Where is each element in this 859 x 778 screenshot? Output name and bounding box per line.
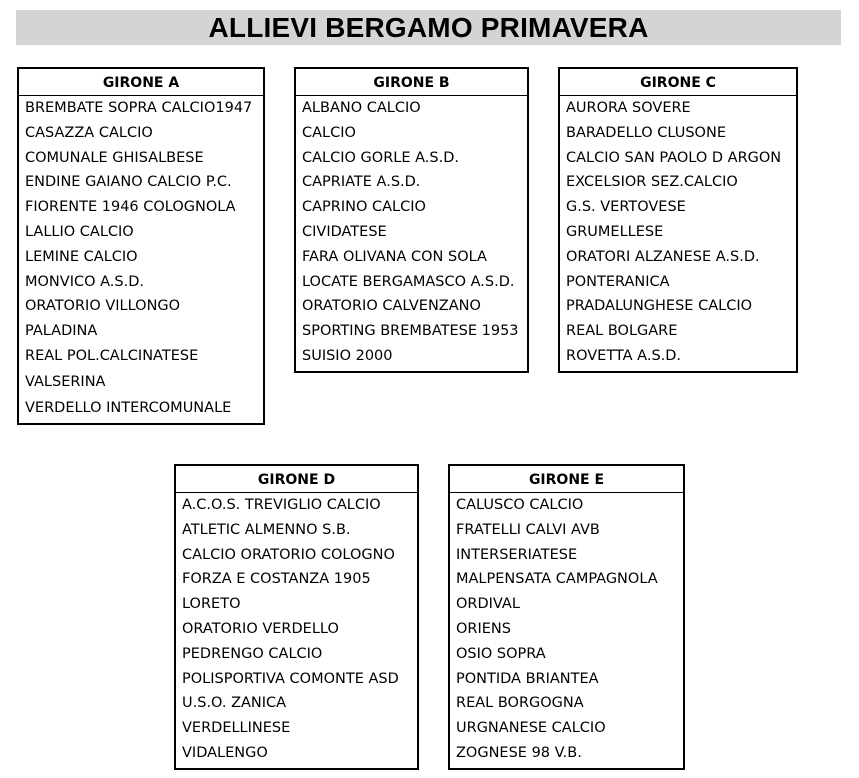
group-header: GIRONE E [450, 466, 683, 493]
page-title: ALLIEVI BERGAMO PRIMAVERA [16, 10, 841, 45]
team-row: CALCIO SAN PAOLO D ARGON [566, 149, 782, 166]
group-girone-c [558, 67, 798, 373]
team-row: LEMINE CALCIO [25, 248, 138, 265]
team-row: GRUMELLESE [566, 223, 664, 240]
team-row: CALCIO [302, 124, 356, 141]
team-row: LALLIO CALCIO [25, 223, 134, 240]
team-row: G.S. VERTOVESE [566, 199, 686, 216]
team-row: U.S.O. ZANICA [182, 695, 287, 712]
team-row: CALCIO ORATORIO COLOGNO [182, 546, 395, 563]
team-row: REAL POL.CALCINATESE [25, 347, 199, 364]
team-row: ENDINE GAIANO CALCIO P.C. [25, 174, 232, 191]
team-row: ALBANO CALCIO [302, 100, 421, 116]
team-row: VERDELLO INTERCOMUNALE [25, 400, 232, 417]
team-row: COMUNALE GHISALBESE [25, 149, 204, 166]
team-row: SPORTING BREMBATESE 1953 [302, 323, 519, 340]
team-row: CALUSCO CALCIO [456, 497, 584, 513]
group-girone-b [294, 67, 529, 373]
team-row: VERDELLINESE [182, 720, 291, 737]
team-row: VIDALENGO [182, 744, 268, 761]
team-row: ORATORIO CALVENZANO [302, 298, 481, 315]
team-row: MALPENSATA CAMPAGNOLA [456, 571, 658, 588]
team-row: LORETO [182, 596, 241, 613]
group-girone-a [17, 67, 265, 425]
team-row: ORATORI ALZANESE A.S.D. [566, 248, 760, 265]
team-row: PEDRENGO CALCIO [182, 645, 323, 662]
group-girone-e [448, 464, 685, 770]
group-header: GIRONE D [176, 466, 417, 493]
team-row: ORATORIO VERDELLO [182, 620, 339, 637]
team-row: BREMBATE SOPRA CALCIO1947 [25, 100, 253, 116]
team-row: MONVICO A.S.D. [25, 273, 144, 290]
team-row: SUISIO 2000 [302, 347, 393, 364]
team-row: POLISPORTIVA COMONTE ASD [182, 670, 399, 687]
team-row: FARA OLIVANA CON SOLA [302, 248, 487, 265]
team-row: ORATORIO VILLONGO [25, 298, 181, 315]
team-row: CALCIO GORLE A.S.D. [302, 149, 459, 166]
team-row: CAPRINO CALCIO [302, 199, 426, 216]
team-row: LOCATE BERGAMASCO A.S.D. [302, 273, 515, 290]
team-row: URGNANESE CALCIO [456, 720, 606, 737]
team-row: ORDIVAL [456, 596, 520, 613]
team-row: CASAZZA CALCIO [25, 124, 153, 141]
team-row: CAPRIATE A.S.D. [302, 174, 421, 191]
team-row: CIVIDATESE [302, 223, 387, 240]
group-header: GIRONE B [296, 69, 527, 96]
team-row: VALSERINA [25, 373, 106, 390]
team-row: PONTERANICA [566, 273, 670, 290]
group-header: GIRONE A [19, 69, 263, 96]
team-row: INTERSERIATESE [456, 546, 578, 563]
team-row: AURORA SOVERE [566, 100, 691, 116]
team-row: ROVETTA A.S.D. [566, 347, 682, 364]
team-row: PONTIDA BRIANTEA [456, 670, 599, 687]
team-row: A.C.O.S. TREVIGLIO CALCIO [182, 497, 381, 513]
team-row: REAL BORGOGNA [456, 695, 584, 712]
team-row: ATLETIC ALMENNO S.B. [182, 521, 351, 538]
group-header: GIRONE C [560, 69, 796, 96]
team-row: BARADELLO CLUSONE [566, 124, 726, 141]
group-girone-d [174, 464, 419, 770]
team-row: FORZA E COSTANZA 1905 [182, 571, 371, 588]
team-row: FIORENTE 1946 COLOGNOLA [25, 199, 236, 216]
team-row: REAL BOLGARE [566, 323, 678, 340]
team-row: ORIENS [456, 620, 511, 637]
team-row: ZOGNESE 98 V.B. [456, 744, 582, 761]
team-row: FRATELLI CALVI AVB [456, 521, 600, 538]
team-row: EXCELSIOR SEZ.CALCIO [566, 174, 738, 191]
team-row: PRADALUNGHESE CALCIO [566, 298, 753, 315]
team-row: PALADINA [25, 323, 98, 340]
team-row: OSIO SOPRA [456, 645, 546, 662]
